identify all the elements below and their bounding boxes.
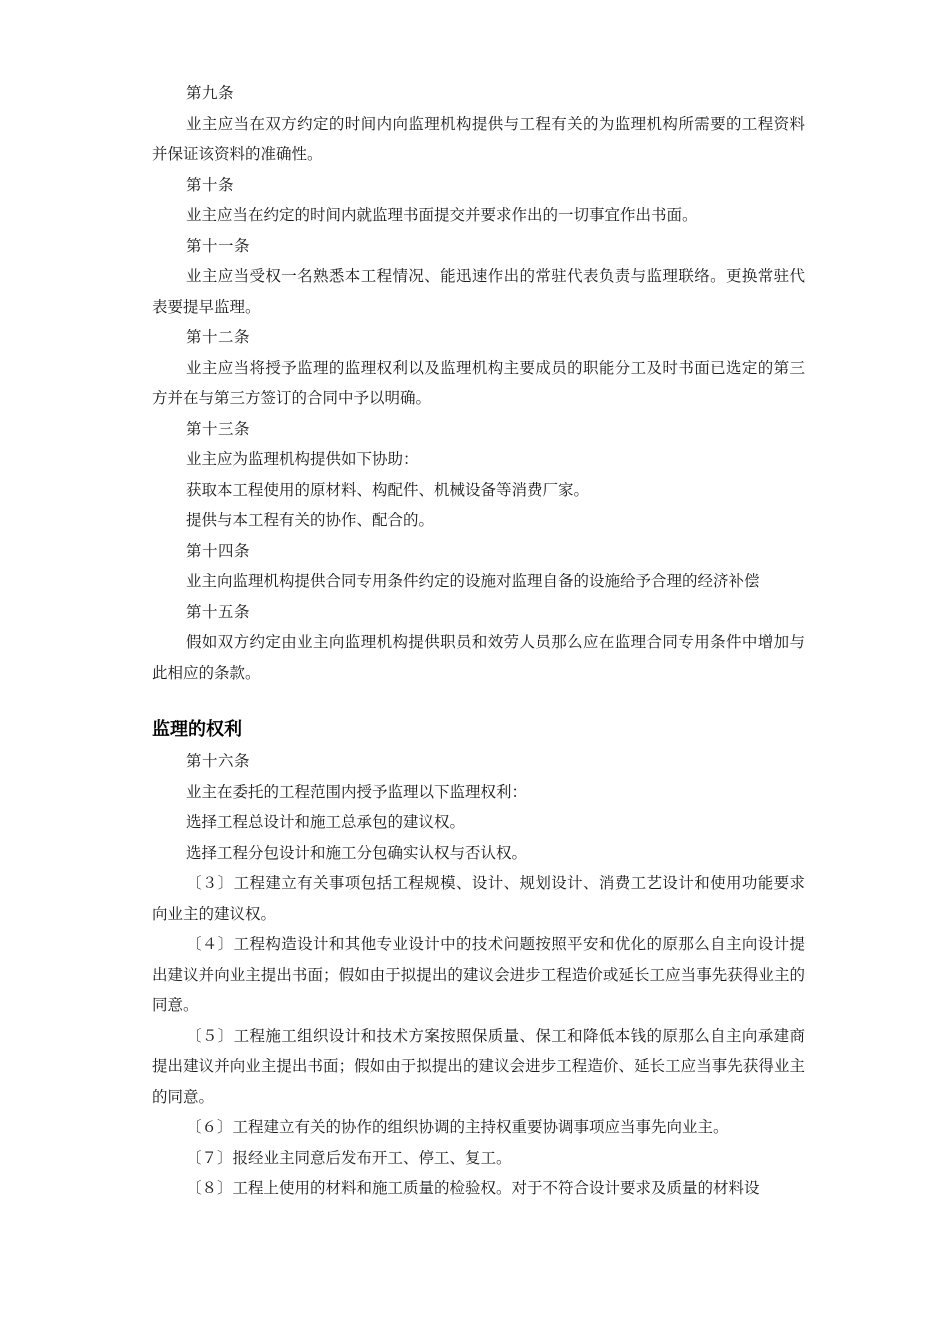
article-heading: 第十条 (186, 175, 235, 194)
paragraph: 选择工程分包设计和施工分包确实认权与否认权。 (186, 843, 528, 862)
numbered-paragraph: 〔５〕工程施工组织设计和技术方案按照保质量、保工和降低本钱的原那么自主向承建商提出建议并向业主提出书面；假如由于拟提出的建议会进步工程造价、延长工应当事先获得业主的同意。 (152, 1026, 805, 1106)
paragraph: 假如双方约定由业主向监理机构提供职员和效劳人员那么应在监理合同专用条件中增加与此相应的条款。 (152, 633, 805, 682)
numbered-paragraph: 〔３〕工程建立有关事项包括工程规模、设计、规划设计、消费工艺设计和使用功能要求向业主的建议权。 (152, 874, 805, 923)
paragraph: 选择工程总设计和施工总承包的建议权。 (186, 813, 466, 831)
paragraph: 业主应当受权一名熟悉本工程情况、能迅速作出的常驻代表负责与监理联络。更换常驻代表要提早监理。 (152, 267, 805, 316)
article-heading: 第十三条 (186, 419, 251, 438)
numbered-paragraph: 〔８〕工程上使用的材料和施工质量的检验权。对于不符合设计要求及质量的材料设 (186, 1179, 760, 1197)
paragraph: 提供与本工程有关的协作、配合的。 (186, 511, 435, 529)
article-heading: 第十五条 (186, 602, 251, 621)
article-heading: 第九条 (186, 84, 235, 102)
article-heading: 第十一条 (186, 236, 251, 255)
paragraph: 业主在委托的工程范围内授予监理以下监理权利： (186, 782, 528, 801)
paragraph: 业主应当在双方约定的时间内向监理机构提供与工程有关的为监理机构所需要的工程资料并保证该资料的准确性。 (152, 114, 805, 163)
section-obligations (152, 78, 805, 688)
paragraph: 业主应当在约定的时间内就监理书面提交并要求作出的一切事宜作出书面。 (186, 206, 698, 224)
article-heading: 第十二条 (186, 328, 251, 346)
article-heading: 第十四条 (186, 541, 251, 560)
numbered-paragraph: 〔４〕工程构造设计和其他专业设计中的技术问题按照平安和优化的原那么自主向设计提出建议并向业主提出书面；假如由于拟提出的建议会进步工程造价或延长工应当事先获得业主的同意。 (152, 935, 805, 1014)
section-rights (152, 746, 805, 1204)
paragraph: 业主向监理机构提供合同专用条件约定的设施对监理自备的设施给予合理的经济补偿 (186, 572, 760, 590)
section-heading: 监理的权利 (152, 719, 242, 740)
paragraph: 业主应为监理机构提供如下协助： (186, 450, 419, 468)
paragraph: 业主应当将授予监理的监理权利以及监理机构主要成员的职能分工及时书面已选定的第三方并在与第三方签订的合同中予以明确。 (152, 358, 805, 407)
numbered-paragraph: 〔７〕报经业主同意后发布开工、停工、复工。 (186, 1148, 512, 1167)
numbered-paragraph: 〔６〕工程建立有关的协作的组织协调的主持权重要协调事项应当事先向业主。 (186, 1118, 729, 1136)
article-heading: 第十六条 (186, 752, 251, 770)
paragraph: 获取本工程使用的原材料、构配件、机械设备等消费厂家。 (186, 480, 590, 499)
